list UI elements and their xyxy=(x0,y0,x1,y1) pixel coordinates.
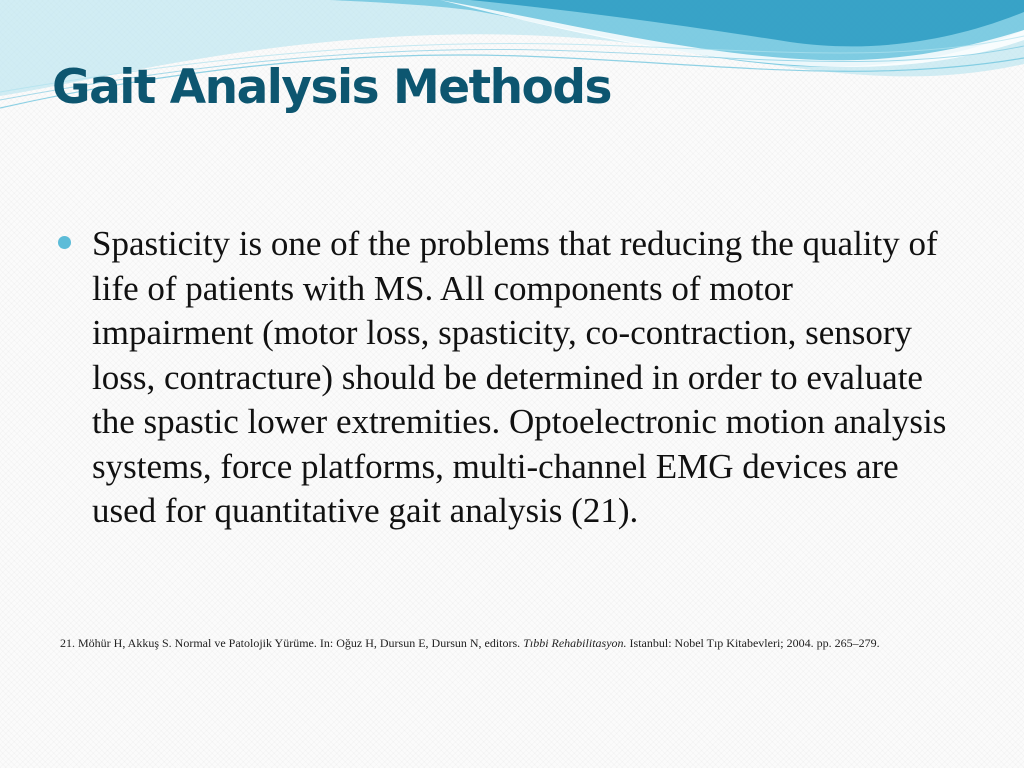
footnote-reference xyxy=(60,633,998,653)
bullet-list xyxy=(58,222,958,534)
slide-title: Gait Analysis Methods xyxy=(52,60,611,115)
footnote-suffix: Istanbul: Nobel Tıp Kitabevleri; 2004. pp. 265–279. xyxy=(629,636,880,650)
footnote-book-title: Tıbbi Rehabilitasyon. xyxy=(523,636,627,650)
footnote-prefix: 21. Möhür H, Akkuş S. Normal ve Patolojik Yürüme. In: Oğuz H, Dursun E, Dursun N, editors. xyxy=(60,636,521,650)
bullet-text: Spasticity is one of the problems that reducing the quality of life of patients with MS. All components of motor impairment (motor loss, spasticity, co-contraction, sensory loss, contracture) should be determined in order to evaluate the spastic lower extremities. Optoelectronic motion analysis systems, force platforms, multi-channel EMG devices are used for quantitative gait analysis (21). xyxy=(92,224,947,530)
bullet-dot-icon xyxy=(58,236,71,249)
bullet-item xyxy=(58,222,958,534)
